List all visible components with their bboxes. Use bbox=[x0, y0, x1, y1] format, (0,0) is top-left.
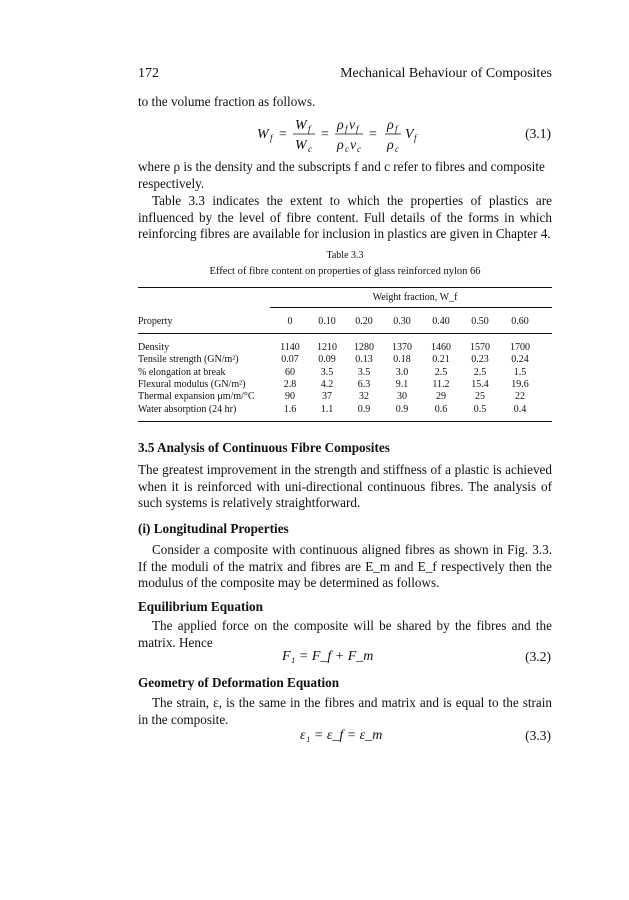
table-column-header: 0.10 bbox=[318, 316, 336, 327]
table-cell: 6.3 bbox=[357, 378, 371, 390]
table-cell: 2.8 bbox=[283, 378, 297, 390]
table-label: Table 3.3 bbox=[326, 250, 364, 261]
table-cell: 2.5 bbox=[473, 366, 487, 378]
table-cell: 22 bbox=[515, 391, 525, 403]
table-cell: 1.6 bbox=[283, 403, 297, 415]
table-top-rule bbox=[138, 287, 552, 288]
table-cell: 1700 bbox=[510, 342, 530, 353]
table-row-label: Thermal expansion μm/m/°C bbox=[138, 391, 255, 403]
para-density-line1: where ρ is the density and the subscripts f and c refer to fibres and composite bbox=[138, 159, 545, 174]
table-cell: 0.5 bbox=[473, 403, 487, 415]
table-cell: 0.9 bbox=[395, 403, 409, 415]
table-row-label: Density bbox=[138, 342, 170, 353]
svg-text:ρ: ρ bbox=[387, 118, 394, 133]
table-header-rule bbox=[138, 333, 552, 334]
svg-text:ρ: ρ bbox=[387, 138, 394, 153]
table-property-header: Property bbox=[138, 316, 173, 327]
svg-text:ρ: ρ bbox=[337, 118, 344, 133]
table-cell: 1570 bbox=[470, 342, 490, 353]
svg-text:c: c bbox=[308, 144, 312, 154]
svg-text:W: W bbox=[295, 118, 307, 133]
table-cell: 2.5 bbox=[434, 366, 448, 378]
table-row-label: Water absorption (24 hr) bbox=[138, 403, 237, 415]
svg-text:f: f bbox=[345, 124, 348, 134]
table-cell: 3.0 bbox=[395, 366, 409, 378]
svg-text:f: f bbox=[414, 133, 417, 143]
table-row-label: % elongation at break bbox=[138, 366, 226, 378]
equilibrium-para: The applied force on the composite will be shared by the fibres and the matrix. Hence bbox=[138, 618, 552, 650]
table-cell: 60 bbox=[285, 366, 295, 378]
equation-3-3: ε₁ = ε_f = ε_m bbox=[300, 728, 383, 743]
table-row-label: Tensile strength (GN/m²) bbox=[138, 354, 239, 366]
page-number: 172 bbox=[138, 66, 159, 81]
table-cell: 1460 bbox=[431, 342, 451, 353]
equation-3-2: F₁ = F_f + F_m bbox=[282, 649, 374, 664]
svg-text:c: c bbox=[345, 144, 349, 154]
table-group-header: Weight fraction, W_f bbox=[372, 292, 458, 303]
table-cell: 4.2 bbox=[320, 378, 334, 390]
table-cell: 0.6 bbox=[434, 403, 448, 415]
svg-text:W: W bbox=[295, 138, 307, 153]
equation-3-2-number: (3.2) bbox=[525, 649, 551, 664]
table-cell: 0.9 bbox=[357, 403, 371, 415]
table-cell: 0.09 bbox=[318, 354, 336, 366]
para-table-intro: Table 3.3 indicates the extent to which the properties of plastics are influenced by the level of fibre content. Full details of the forms in which reinforcing fibres are available for inclusion in plastics are given in Chapter 4. bbox=[138, 193, 552, 242]
table-cell: 37 bbox=[322, 391, 332, 403]
table-cell: 30 bbox=[397, 391, 407, 403]
table-column-header: 0.20 bbox=[355, 316, 373, 327]
svg-text:ρ: ρ bbox=[337, 138, 344, 153]
equilibrium-heading: Equilibrium Equation bbox=[138, 599, 263, 614]
table-cell: 25 bbox=[475, 391, 485, 403]
table-cell: 90 bbox=[285, 391, 295, 403]
svg-text:=: = bbox=[279, 127, 287, 142]
table-cell: 1.1 bbox=[320, 403, 334, 415]
svg-text:f: f bbox=[356, 124, 359, 134]
intro-text: to the volume fraction as follows. bbox=[138, 94, 316, 109]
table-group-rule bbox=[270, 307, 552, 308]
geometry-para: The strain, ε, is the same in the fibres and matrix and is equal to the strain in the composite. bbox=[138, 695, 552, 727]
table-title: Effect of fibre content on properties of glass reinforced nylon 66 bbox=[209, 266, 481, 277]
table-cell: 1.5 bbox=[513, 366, 527, 378]
table-cell: 15.4 bbox=[471, 378, 489, 390]
table-column-header: 0.60 bbox=[511, 316, 529, 327]
svg-text:f: f bbox=[308, 124, 311, 134]
table-cell: 1140 bbox=[280, 342, 300, 353]
table-cell: 0.4 bbox=[513, 403, 527, 415]
table-column-header: 0 bbox=[287, 316, 293, 327]
svg-text:V: V bbox=[405, 127, 414, 142]
equation-3-3-number: (3.3) bbox=[525, 728, 551, 743]
longitudinal-heading: (i) Longitudinal Properties bbox=[138, 521, 289, 536]
table-cell: 9.1 bbox=[395, 378, 409, 390]
equation-3-1-graphic bbox=[255, 112, 455, 154]
svg-text:c: c bbox=[357, 144, 361, 154]
para-density-line2: respectively. bbox=[138, 176, 205, 191]
table-cell: 0.21 bbox=[432, 354, 450, 366]
equation-3-1 bbox=[255, 112, 455, 154]
table-cell: 0.23 bbox=[471, 354, 489, 366]
table-cell: 1280 bbox=[354, 342, 374, 353]
table-cell: 0.13 bbox=[355, 354, 373, 366]
table-cell: 1210 bbox=[317, 342, 337, 353]
svg-text:=: = bbox=[369, 127, 377, 142]
svg-text:f: f bbox=[270, 133, 273, 143]
section-para: The greatest improvement in the strength and stiffness of a plastic is achieved when it is reinforced with uni-directional continuous fibres. The analysis of such systems is relatively straightforward. bbox=[138, 462, 552, 511]
table-cell: 0.24 bbox=[511, 354, 529, 366]
table-column-header: 0.50 bbox=[471, 316, 489, 327]
table-cell: 0.07 bbox=[281, 354, 299, 366]
table-cell: 19.6 bbox=[511, 378, 529, 390]
table-cell: 11.2 bbox=[432, 378, 450, 390]
running-title: Mechanical Behaviour of Composites bbox=[340, 66, 552, 81]
svg-text:v: v bbox=[349, 118, 356, 133]
equation-3-1-number: (3.1) bbox=[525, 126, 551, 141]
table-cell: 32 bbox=[359, 391, 369, 403]
longitudinal-para: Consider a composite with continuous aligned fibres as shown in Fig. 3.3. If the moduli of the matrix and fibres are E_m and E_f respectively then the modulus of the composite may be determined as follows. bbox=[138, 542, 552, 591]
svg-text:=: = bbox=[321, 127, 329, 142]
geometry-heading: Geometry of Deformation Equation bbox=[138, 675, 340, 690]
section-heading: 3.5 Analysis of Continuous Fibre Composites bbox=[138, 440, 390, 455]
table-cell: 29 bbox=[436, 391, 446, 403]
table-cell: 1370 bbox=[392, 342, 412, 353]
table-cell: 0.18 bbox=[393, 354, 411, 366]
svg-text:W: W bbox=[257, 127, 269, 142]
table-column-header: 0.40 bbox=[432, 316, 450, 327]
table-cell: 3.5 bbox=[320, 366, 334, 378]
table-cell: 3.5 bbox=[357, 366, 371, 378]
table-bottom-rule bbox=[138, 421, 552, 422]
svg-text:v: v bbox=[350, 138, 357, 153]
svg-text:c: c bbox=[395, 144, 399, 154]
svg-text:f: f bbox=[395, 124, 398, 134]
table-row-label: Flexural modulus (GN/m²) bbox=[138, 378, 246, 390]
table-column-header: 0.30 bbox=[393, 316, 411, 327]
